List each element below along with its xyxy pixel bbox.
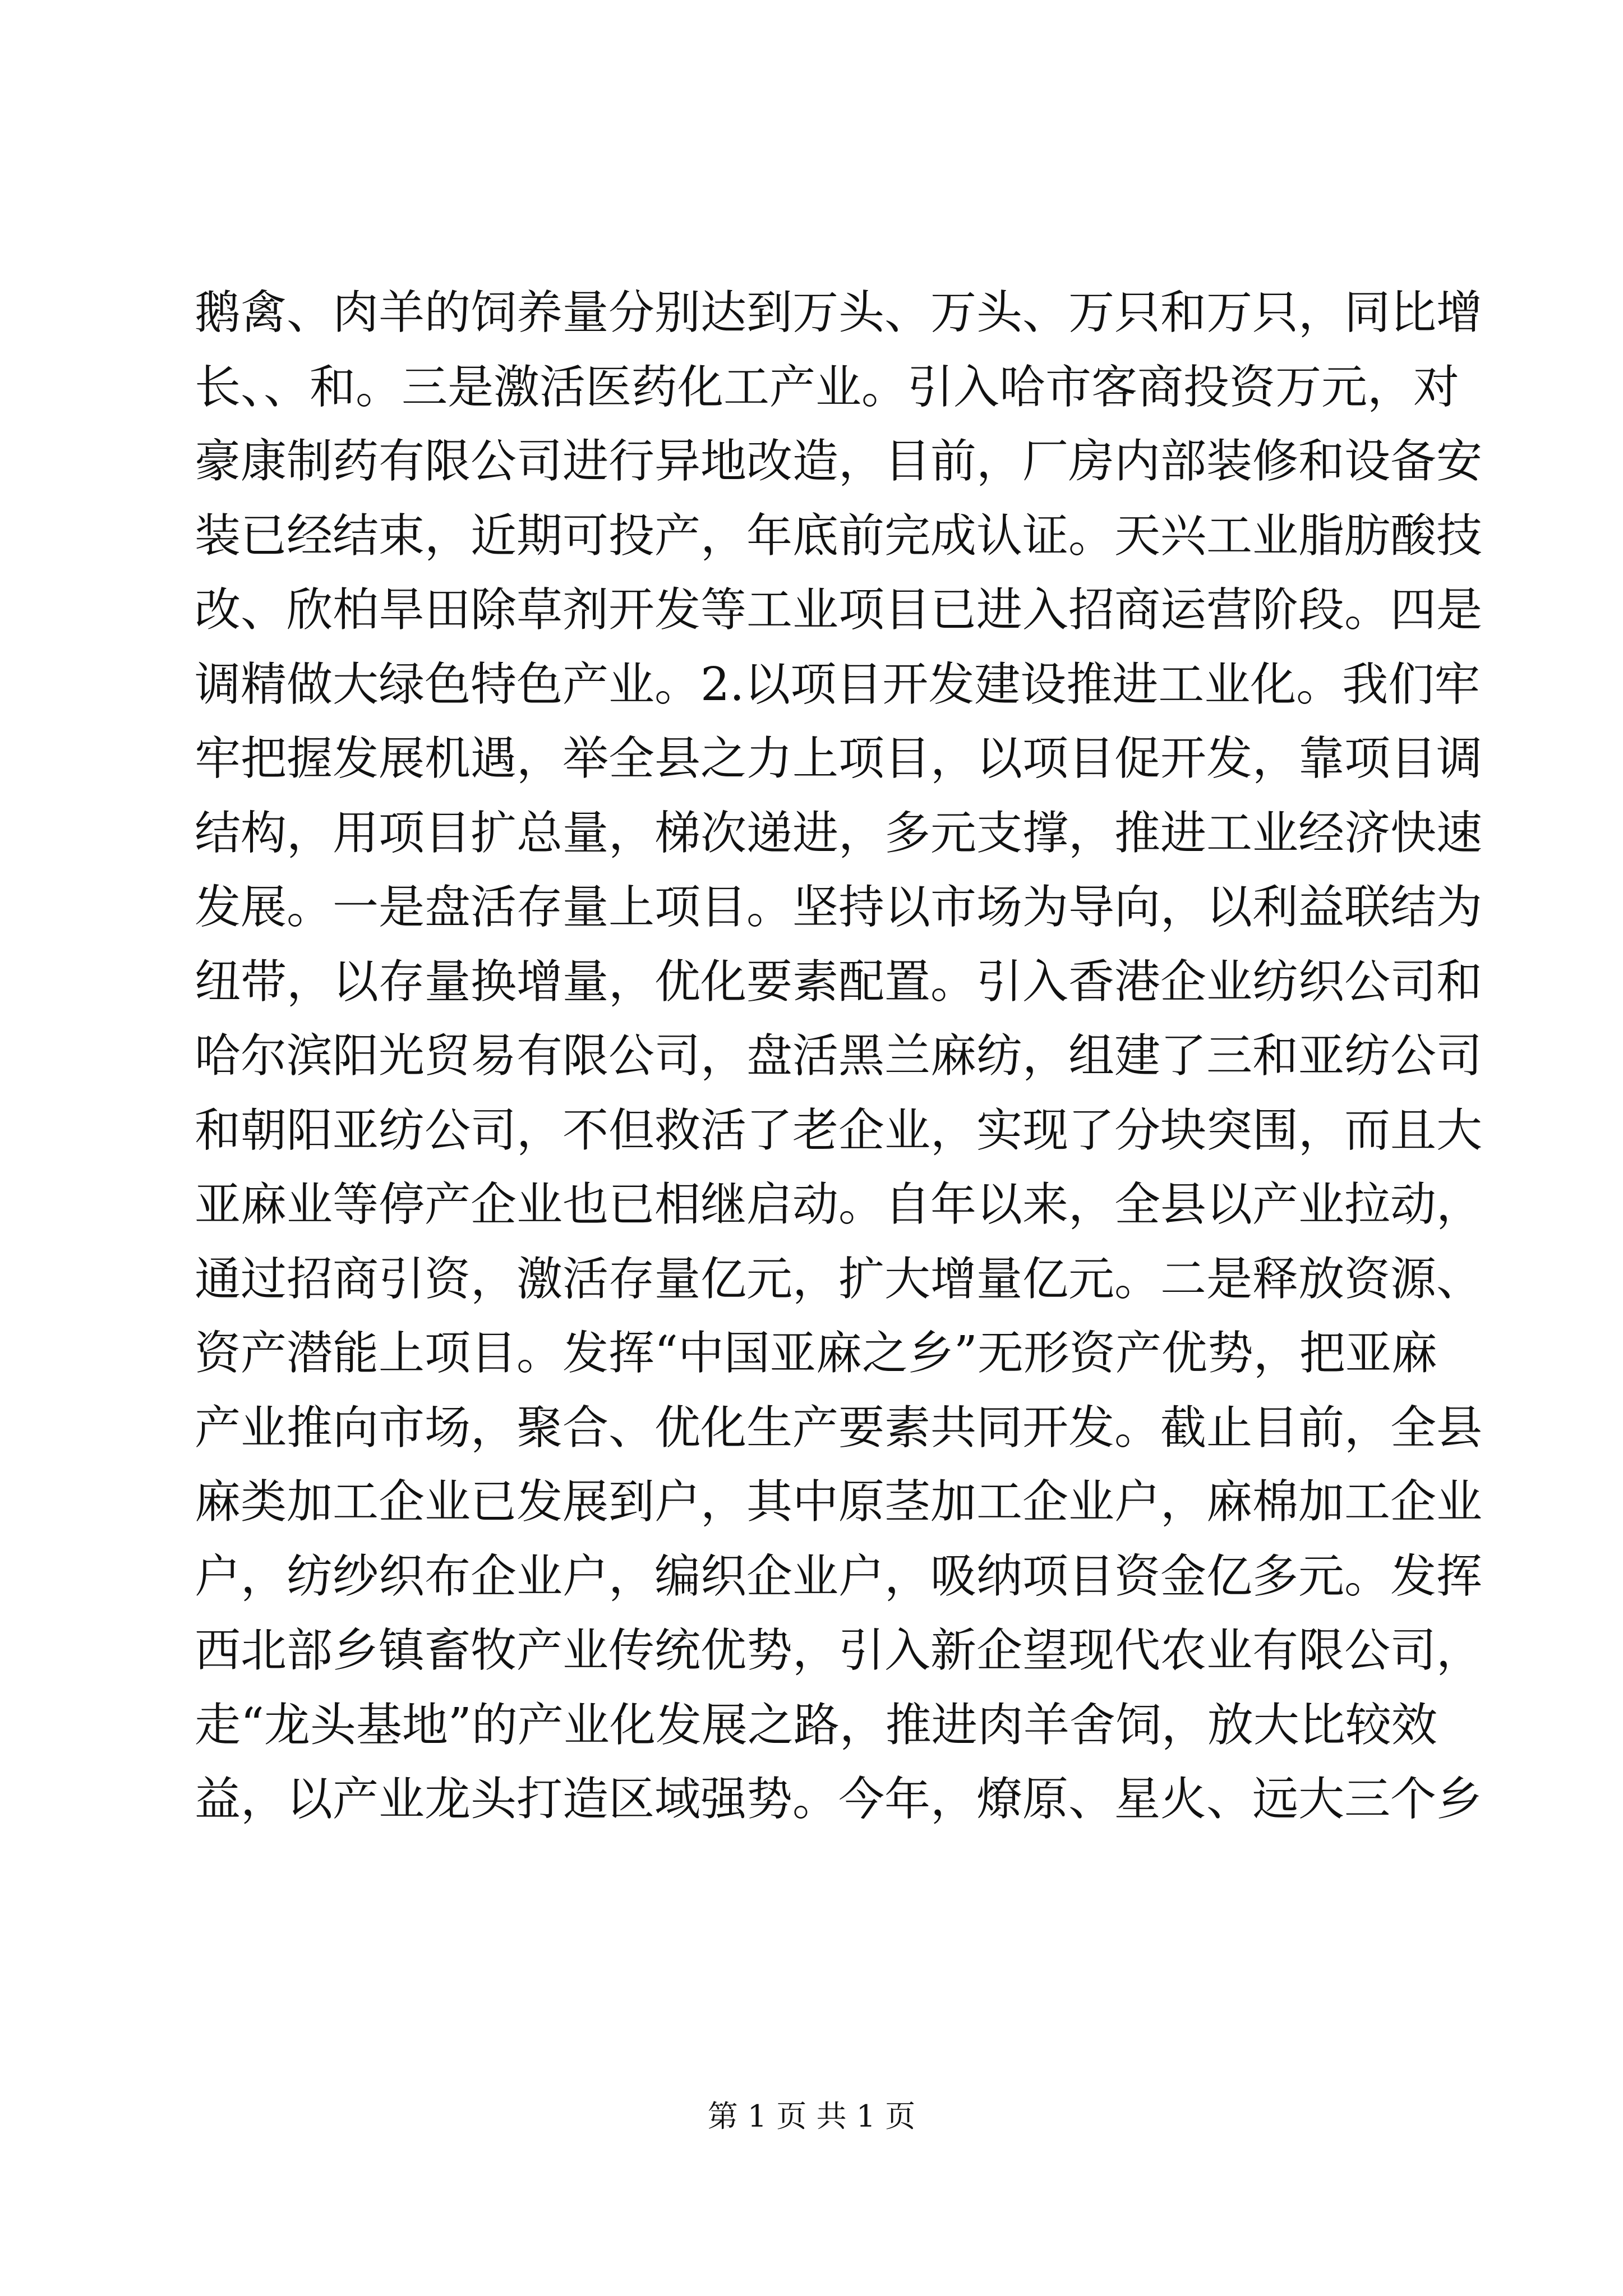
- text-line: 哈尔滨阳光贸易有限公司，盘活黑兰麻纺，组建了三和亚纺公司: [195, 1029, 1483, 1083]
- text-line: 西北部乡镇畜牧产业传统优势，引入新企望现代农业有限公司，: [195, 1624, 1483, 1677]
- text-line: 发展。一是盘活存量上项目。坚持以市场为导向，以利益联结为: [195, 881, 1483, 934]
- text-line: 通过招商引资，激活存量亿元，扩大增量亿元。二是释放资源、: [195, 1252, 1483, 1306]
- text-line: 长、、和。三是激活医药化工产业。引入哈市客商投资万元，对: [195, 360, 1460, 414]
- text-line: 牢把握发展机遇，举全县之力上项目，以项目促开发，靠项目调: [195, 732, 1483, 785]
- text-line: 调精做大绿色特色产业。2.以项目开发建设推进工业化。我们牢: [195, 657, 1481, 711]
- text-line: 麻类加工企业已发展到户，其中原茎加工企业户，麻棉加工企业: [195, 1475, 1483, 1529]
- text-line: 走“龙头基地”的产业化发展之路，推进肉羊舍饲，放大比较效: [195, 1698, 1437, 1752]
- text-line: 鹅禽、肉羊的饲养量分别达到万头、万头、万只和万只，同比增: [195, 286, 1483, 339]
- text-line: 资产潜能上项目。发挥“中国亚麻之乡”无形资产优势，把亚麻: [195, 1327, 1437, 1380]
- text-line: 改、欣柏旱田除草剂开发等工业项目已进入招商运营阶段。四是: [195, 583, 1483, 637]
- text-line: 结构，用项目扩总量，梯次递进，多元支撑，推进工业经济快速: [195, 806, 1483, 860]
- text-line: 装已经结束，近期可投产，年底前完成认证。天兴工业脂肪酸技: [195, 509, 1483, 563]
- body-paragraph: [195, 276, 1483, 1837]
- text-line: 产业推向市场，聚合、优化生产要素共同开发。截止目前，全县: [195, 1401, 1483, 1455]
- page-footer: 第 1 页 共 1 页: [707, 2099, 916, 2134]
- text-line: 益，以产业龙头打造区域强势。今年，燎原、星火、远大三个乡: [195, 1773, 1483, 1826]
- text-line: 亚麻业等停产企业也已相继启动。自年以来，全县以产业拉动，: [195, 1178, 1483, 1231]
- text-line: 豪康制药有限公司进行异地改造，目前，厂房内部装修和设备安: [195, 435, 1483, 488]
- text-line: 和朝阳亚纺公司，不但救活了老企业，实现了分块突围，而且大: [195, 1103, 1483, 1157]
- text-line: 户，纺纱织布企业户，编织企业户，吸纳项目资金亿多元。发挥: [195, 1549, 1483, 1603]
- text-line: 纽带，以存量换增量，优化要素配置。引入香港企业纺织公司和: [195, 955, 1483, 1009]
